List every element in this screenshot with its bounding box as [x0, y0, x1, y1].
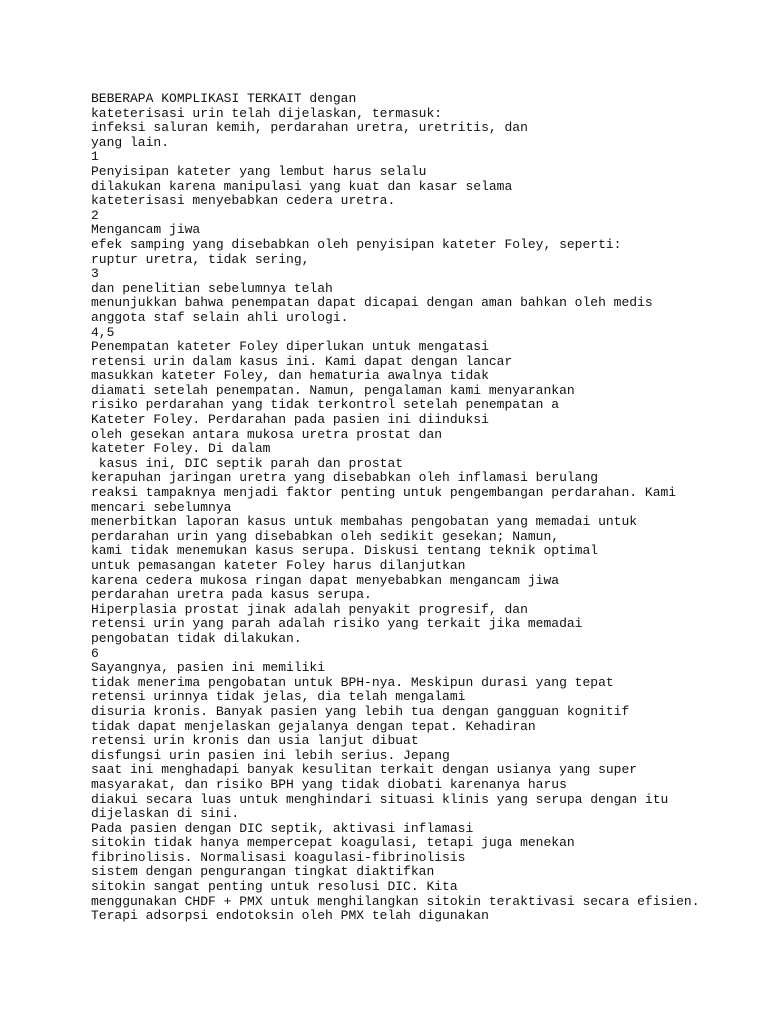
text-line: yang lain.	[91, 134, 170, 150]
text-line: disuria kronis. Banyak pasien yang lebih tua dengan gangguan kognitif	[91, 703, 630, 719]
text-line: Sayangnya, pasien ini memiliki	[91, 660, 326, 676]
text-line: ruptur uretra, tidak sering,	[91, 251, 310, 267]
text-line: masukkan kateter Foley, dan hematuria awalnya tidak	[91, 368, 489, 384]
text-line: 4,5	[91, 324, 115, 340]
text-line: menggunakan CHDF + PMX untuk menghilangkan sitokin teraktivasi secara efisien.	[91, 893, 700, 909]
text-line: dijelaskan di sini.	[91, 806, 240, 822]
text-line: Penempatan kateter Foley diperlukan untuk mengatasi	[91, 339, 489, 355]
text-line: Terapi adsorpsi endotoksin oleh PMX telah digunakan	[91, 908, 489, 924]
text-line: sitokin tidak hanya mempercepat koagulasi, tetapi juga menekan	[91, 835, 575, 851]
text-line: dilakukan karena manipulasi yang kuat dan kasar selama	[91, 178, 513, 194]
text-line: retensi urin dalam kasus ini. Kami dapat dengan lancar	[91, 353, 513, 369]
text-line: menunjukkan bahwa penempatan dapat dicapai dengan aman bahkan oleh medis	[91, 295, 653, 311]
text-line: 6	[91, 645, 99, 661]
text-line: 2	[91, 207, 99, 223]
text-line: kasus ini, DIC septik parah dan prostat	[91, 455, 404, 471]
text-line: fibrinolisis. Normalisasi koagulasi-fibrinolisis	[91, 849, 466, 865]
text-line: tidak menerima pengobatan untuk BPH-nya. Meskipun durasi yang tepat	[91, 674, 614, 690]
text-line: sitokin sangat penting untuk resolusi DIC. Kita	[91, 879, 458, 895]
text-line: untuk pemasangan kateter Foley harus dilanjutkan	[91, 558, 466, 573]
text-line: Hiperplasia prostat jinak adalah penyakit progresif, dan	[91, 601, 528, 617]
text-line: kami tidak menemukan kasus serupa. Diskusi tentang teknik optimal	[91, 543, 599, 559]
text-line: kateter Foley. Di dalam	[91, 441, 271, 457]
text-line: reaksi tampaknya menjadi faktor penting untuk pengembangan perdarahan. Kami	[91, 485, 677, 501]
text-line: dan penelitian sebelumnya telah	[91, 280, 333, 296]
text-line: Mengancam jiwa	[91, 222, 201, 238]
text-line: disfungsi urin pasien ini lebih serius. Jepang	[91, 747, 450, 763]
text-line: Penyisipan kateter yang lembut harus selalu	[91, 163, 427, 179]
text-line: retensi urin yang parah adalah risiko yang terkait jika memadai	[91, 616, 583, 632]
text-line: kateterisasi urin telah dijelaskan, termasuk:	[91, 105, 443, 121]
text-line: kerapuhan jaringan uretra yang disebabkan oleh inflamasi berulang	[91, 470, 599, 486]
text-line: efek samping yang disebabkan oleh penyisipan kateter Foley, seperti:	[91, 236, 622, 252]
text-line: perdarahan uretra pada kasus serupa.	[91, 587, 372, 603]
text-line: BEBERAPA KOMPLIKASI TERKAIT dengan	[91, 91, 357, 106]
text-line: diakui secara luas untuk menghindari situasi klinis yang serupa dengan itu	[91, 791, 669, 807]
text-line: Kateter Foley. Perdarahan pada pasien ini diinduksi	[91, 412, 489, 428]
text-line: karena cedera mukosa ringan dapat menyebabkan mengancam jiwa	[91, 572, 560, 588]
text-line: 3	[91, 266, 99, 282]
text-line: Pada pasien dengan DIC septik, aktivasi inflamasi	[91, 820, 474, 836]
text-line: anggota staf selain ahli urologi.	[91, 309, 349, 325]
text-line: 1	[91, 149, 99, 165]
text-line: risiko perdarahan yang tidak terkontrol setelah penempatan a	[91, 397, 560, 413]
text-line: masyarakat, dan risiko BPH yang tidak diobati karenanya harus	[91, 776, 567, 792]
text-line: kateterisasi menyebabkan cedera uretra.	[91, 193, 396, 209]
text-line: perdarahan urin yang disebabkan oleh sedikit gesekan; Namun,	[91, 528, 560, 544]
text-line: infeksi saluran kemih, perdarahan uretra, uretritis, dan	[91, 120, 528, 136]
text-line: pengobatan tidak dilakukan.	[91, 630, 302, 646]
text-line: oleh gesekan antara mukosa uretra prostat dan	[91, 426, 443, 442]
text-line: retensi urinnya tidak jelas, dia telah mengalami	[91, 689, 466, 705]
document-text	[91, 92, 761, 924]
text-line: saat ini menghadapi banyak kesulitan terkait dengan usianya yang super	[91, 762, 638, 778]
text-line: retensi urin kronis dan usia lanjut dibuat	[91, 733, 419, 749]
text-line: menerbitkan laporan kasus untuk membahas pengobatan yang memadai untuk	[91, 514, 638, 530]
text-line: tidak dapat menjelaskan gejalanya dengan tepat. Kehadiran	[91, 718, 536, 734]
text-line: mencari sebelumnya	[91, 499, 232, 515]
text-line: diamati setelah penempatan. Namun, pengalaman kami menyarankan	[91, 382, 575, 398]
text-line: sistem dengan pengurangan tingkat diaktifkan	[91, 864, 435, 880]
